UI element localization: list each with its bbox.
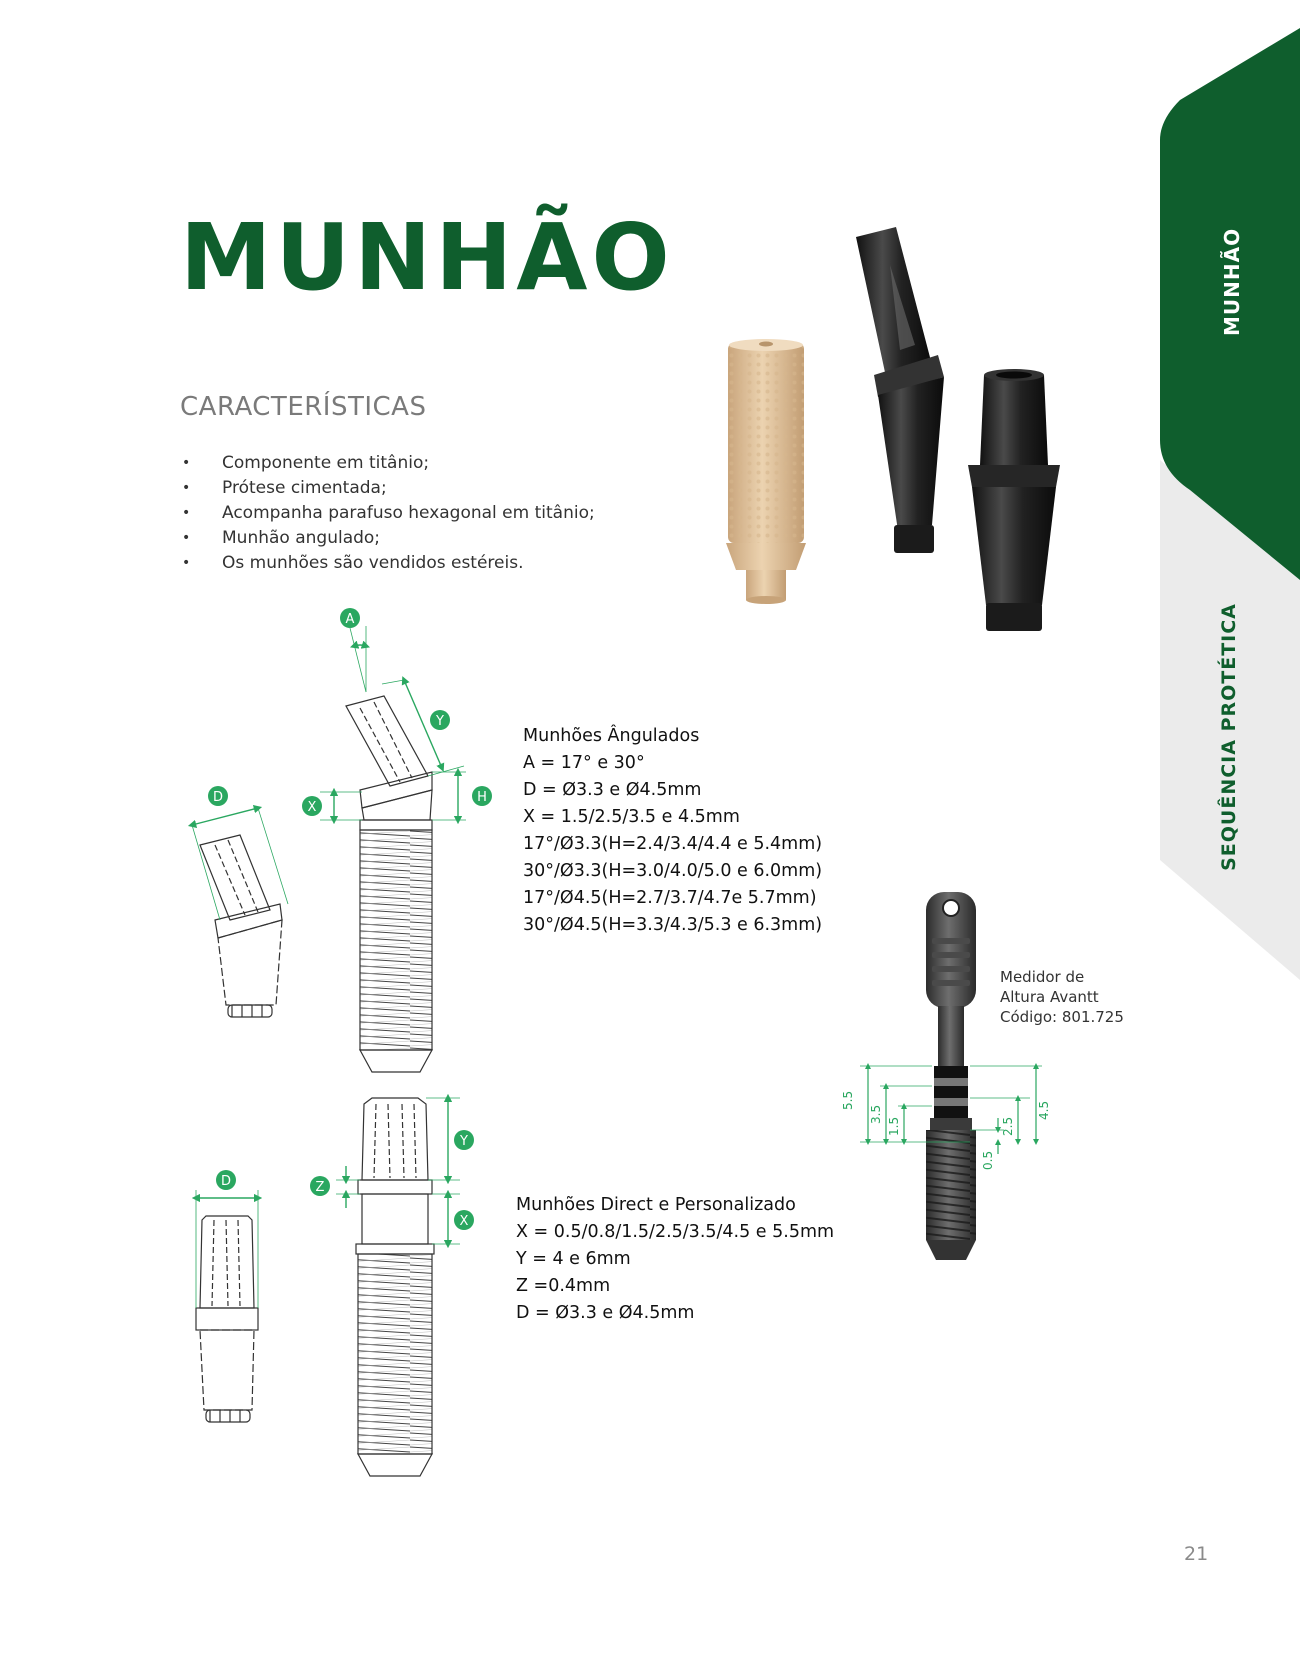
direct-specs — [516, 1192, 834, 1327]
direct-abutment-drawing-small — [196, 1216, 258, 1422]
feature-item: • Munhão angulado; — [180, 526, 620, 551]
feature-item: • Os munhões são vendidos estéreis. — [180, 551, 620, 576]
spec-line: X = 0.5/0.8/1.5/2.5/3.5/4.5 e 5.5mm — [516, 1222, 835, 1242]
gauge-mark-4-5: 4.5 — [1037, 1100, 1051, 1120]
gauge-mark-1-5: 1.5 — [887, 1116, 901, 1136]
angled-h-dimension — [432, 772, 466, 820]
spec-line: D = Ø3.3 e Ø4.5mm — [516, 1303, 695, 1323]
side-tab-munhao[interactable]: MUNHÃO — [1220, 227, 1244, 336]
page-number: 21 — [1184, 1543, 1209, 1565]
marker-h-label: H — [477, 790, 487, 805]
marker-y-direct-label: Y — [460, 1134, 468, 1149]
gauge-tool — [926, 892, 976, 1260]
gauge-caption — [1000, 967, 1124, 1027]
implant-direct-threads — [358, 1254, 432, 1454]
marker-z-label: Z — [315, 1180, 325, 1195]
gauge-caption-line: Altura Avantt — [1000, 988, 1099, 1006]
marker-a-label: A — [345, 612, 355, 627]
feature-item: • Prótese cimentada; — [180, 476, 620, 501]
implant-angled-tip — [360, 1050, 432, 1072]
marker-d-angled-label: D — [212, 790, 224, 805]
angled-specs-heading: Munhões Ângulados — [523, 726, 700, 746]
spec-line: A = 17° e 30° — [523, 753, 645, 773]
direct-abutment-drawing-large — [356, 1098, 434, 1254]
implant-angled-threads — [360, 830, 432, 1050]
height-gauge — [820, 888, 1080, 1313]
spec-line: X = 1.5/2.5/3.5 e 4.5mm — [523, 807, 740, 827]
angled-y-dimension — [382, 680, 464, 776]
spec-line: 17°/Ø4.5(H=2.7/3.7/4.7e 5.7mm) — [523, 888, 817, 908]
straight-abutment-photo — [968, 369, 1060, 631]
marker-d-direct-label: D — [220, 1174, 232, 1189]
spec-line: 30°/Ø3.3(H=3.0/4.0/5.0 e 6.0mm) — [523, 861, 823, 881]
page-title: MUNHÃO — [180, 204, 674, 311]
angled-x-dimension — [320, 792, 362, 820]
angled-a-dimension — [350, 626, 366, 692]
angled-abutment-drawing-small — [200, 835, 282, 1017]
side-tab-sequencia-protetica[interactable]: SEQUÊNCIA PROTÉTICA — [1218, 603, 1240, 871]
implant-direct-tip — [358, 1454, 432, 1476]
gauge-mark-0-5: 0.5 — [981, 1150, 995, 1170]
section-heading: CARACTERÍSTICAS — [180, 392, 427, 422]
features-list — [180, 451, 620, 576]
marker-x-angled-label: X — [307, 800, 317, 815]
angled-abutment-photo — [856, 227, 944, 553]
gauge-mark-3-5: 3.5 — [869, 1104, 883, 1124]
direct-specs-heading: Munhões Direct e Personalizado — [516, 1195, 796, 1215]
marker-y-angled-label: Y — [436, 714, 444, 729]
spec-line: Y = 4 e 6mm — [516, 1249, 631, 1269]
spec-line: 17°/Ø3.3(H=2.4/3.4/4.4 e 5.4mm) — [523, 834, 823, 854]
spec-line: D = Ø3.3 e Ø4.5mm — [523, 780, 702, 800]
spec-line: 30°/Ø4.5(H=3.3/4.3/5.3 e 6.3mm) — [523, 915, 823, 935]
feature-item: • Componente em titânio; — [180, 451, 620, 476]
spec-line: Z =0.4mm — [516, 1276, 611, 1296]
gauge-caption-line: Código: 801.725 — [1000, 1008, 1124, 1026]
product-photos — [700, 225, 1080, 670]
angled-specs — [523, 723, 822, 939]
feature-item: • Acompanha parafuso hexagonal em titânio; — [180, 501, 620, 526]
beige-abutment-photo — [726, 339, 806, 604]
marker-x-direct-label: X — [459, 1214, 469, 1229]
gauge-mark-2-5: 2.5 — [1001, 1116, 1015, 1136]
gauge-caption-line: Medidor de — [1000, 968, 1085, 986]
direct-z-dimension — [336, 1166, 360, 1208]
gauge-mark-5-5: 5.5 — [841, 1090, 855, 1110]
technical-drawings — [170, 612, 510, 1490]
